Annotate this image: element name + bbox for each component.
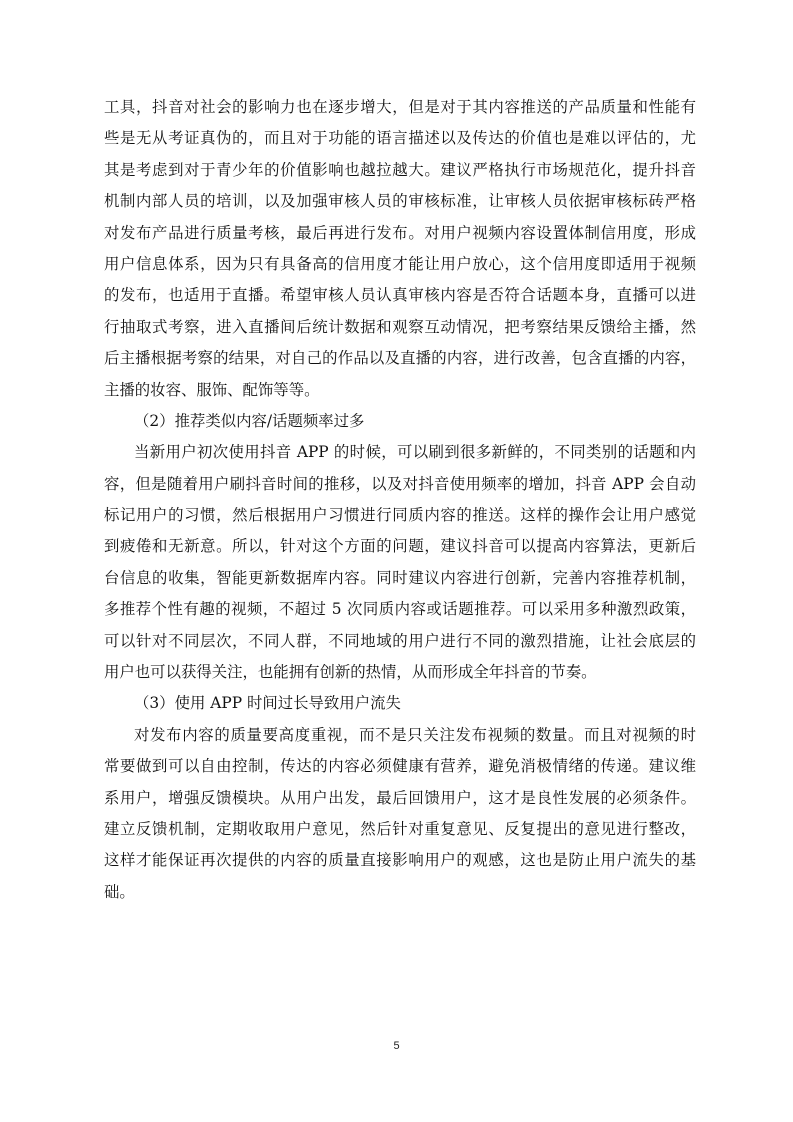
paragraph-line: 后主播根据考察的结果，对自己的作品以及直播的内容，进行改善，包含直播的内容， — [104, 349, 696, 368]
paragraph-line: 建立反馈机制，定期收取用户意见，然后针对重复意见、反复提出的意见进行整改， — [104, 819, 696, 838]
paragraph-line: 对发布产品进行质量考核，最后再进行发布。对用户视频内容设置体制信用度，形成 — [104, 223, 696, 242]
paragraph-line: 用户信息体系，因为只有具备高的信用度才能让用户放心，这个信用度即适用于视频 — [104, 254, 696, 273]
body-text — [104, 92, 696, 908]
paragraph-line: 多推荐个性有趣的视频，不超过 5 次同质内容或话题推荐。可以采用多种激烈政策， — [104, 600, 696, 619]
paragraph-line: 可以针对不同层次，不同人群，不同地域的用户进行不同的激烈措施，让社会底层的 — [104, 631, 696, 650]
paragraph-line: 容，但是随着用户刷抖音时间的推移，以及对抖音使用频率的增加，抖音 APP 会自动 — [104, 474, 696, 493]
paragraph-line: 的发布，也适用于直播。希望审核人员认真审核内容是否符合话题本身，直播可以进 — [104, 286, 696, 305]
paragraph-line: 标记用户的习惯，然后根据用户习惯进行同质内容的推送。这样的操作会让用户感觉 — [104, 506, 696, 525]
paragraph-line: 机制内部人员的培训，以及加强审核人员的审核标准，让审核人员依据审核标砖严格 — [104, 192, 696, 211]
paragraph-line: 些是无从考证真伪的，而且对于功能的语言描述以及传达的价值也是难以评估的，尤 — [104, 129, 696, 148]
paragraph-line: 其是考虑到对于青少年的价值影响也越拉越大。建议严格执行市场规范化，提升抖音 — [104, 160, 696, 179]
section-heading: （3）使用 APP 时间过长导致用户流失 — [134, 694, 401, 713]
paragraph-line: 础。 — [104, 882, 135, 901]
section-heading: （2）推荐类似内容/话题频率过多 — [134, 411, 365, 430]
paragraph-line: 行抽取式考察，进入直播间后统计数据和观察互动情况，把考察结果反馈给主播，然 — [104, 317, 696, 336]
paragraph-line: 用户也可以获得关注，也能拥有创新的热情，从而形成全年抖音的节奏。 — [104, 663, 597, 682]
paragraph-line: 工具，抖音对社会的影响力也在逐步增大，但是对于其内容推送的产品质量和性能有 — [104, 98, 696, 116]
paragraph-line: 对发布内容的质量要高度重视，而不是只关注发布视频的数量。而且对视频的时 — [134, 725, 696, 744]
paragraph-line: 到疲倦和无新意。所以，针对这个方面的问题，建议抖音可以提高内容算法，更新后 — [104, 537, 696, 556]
paragraph-line: 当新用户初次使用抖音 APP 的时候，可以刷到很多新鲜的，不同类别的话题和内 — [134, 443, 696, 462]
paragraph-line: 系用户，增强反馈模块。从用户出发，最后回馈用户，这才是良性发展的必须条件。 — [104, 788, 696, 807]
paragraph-line: 主播的妆容、服饰、配饰等等。 — [104, 380, 320, 399]
paragraph-line: 常要做到可以自由控制，传达的内容必须健康有营养，避免消极情绪的传递。建议维 — [104, 757, 696, 776]
paragraph-line: 这样才能保证再次提供的内容的质量直接影响用户的观感，这也是防止用户流失的基 — [104, 851, 696, 870]
page-number: 5 — [393, 1040, 400, 1052]
paragraph-line: 台信息的收集，智能更新数据库内容。同时建议内容进行创新，完善内容推荐机制， — [104, 568, 696, 587]
